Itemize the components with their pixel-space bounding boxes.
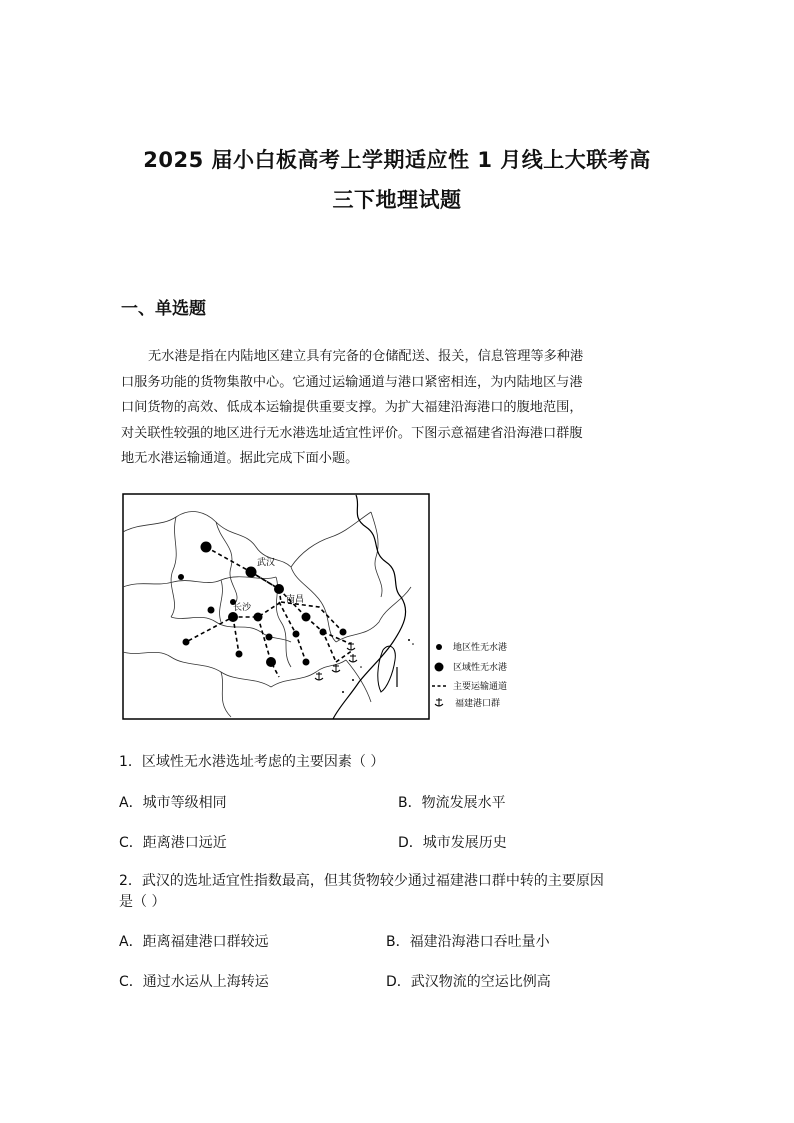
q2-option-d[interactable]: D．武汉物流的空运比例高	[386, 974, 551, 990]
port-dot	[274, 584, 284, 594]
label-nanchang: 南昌	[286, 595, 305, 605]
q2-option-a[interactable]: A．距离福建港口群较远	[119, 934, 269, 950]
doc-title-line1: 2025 届小白板高考上学期适应性 1 月线上大联考高	[143, 148, 651, 172]
q1-option-a[interactable]: A．城市等级相同	[119, 795, 227, 811]
legend-local-dot	[436, 644, 442, 650]
section-heading: 一、单选题	[121, 299, 206, 319]
port-dot	[201, 542, 212, 553]
passage-line: 对关联性较强的地区进行无水港选址适宜性评价。下图示意福建省沿海港口群腹	[121, 425, 583, 441]
port-dot	[246, 567, 257, 578]
q1-option-d[interactable]: D．城市发展历史	[398, 835, 507, 851]
question-2-stem-cont: 是（ ）	[119, 894, 166, 910]
legend-regional: 区域性无水港	[453, 663, 508, 673]
label-changsha: 长沙	[233, 603, 252, 613]
map-legend	[432, 641, 507, 709]
legend-route: 主要运输通道	[453, 682, 508, 692]
doc-title-line2: 三下地理试题	[332, 188, 462, 212]
passage-line: 无水港是指在内陆地区建立具有完备的仓储配送、报关，信息管理等多种港	[148, 349, 584, 364]
passage-line: 口服务功能的货物集散中心。它通过运输通道与港口紧密相连，为内陆地区与港	[121, 374, 583, 390]
legend-local: 地区性无水港	[453, 643, 508, 653]
port-dot	[302, 613, 311, 622]
port-dot	[266, 657, 276, 667]
label-wuhan: 武汉	[257, 558, 276, 568]
question-1-stem: 1．区域性无水港选址考虑的主要因素（ ）	[119, 754, 385, 770]
passage-line: 口间货物的高效、低成本运输提供重要支撑。为扩大福建沿海港口的腹地范围，	[121, 400, 583, 415]
legend-port: 福建港口群	[455, 699, 501, 709]
passage-line: 地无水港运输通道。据此完成下面小题。	[121, 451, 359, 466]
q2-option-c[interactable]: C．通过水运从上海转运	[119, 974, 269, 990]
port-dot	[228, 612, 238, 622]
passage	[121, 344, 677, 472]
q2-option-b[interactable]: B．福建沿海港口吞吐量小	[386, 934, 550, 950]
q1-option-b[interactable]: B．物流发展水平	[398, 795, 506, 811]
port-map-figure	[121, 492, 521, 722]
q1-option-c[interactable]: C．距离港口远近	[119, 835, 227, 851]
anchor-icon	[435, 698, 443, 706]
port-dot	[254, 613, 263, 622]
question-2-stem: 2．武汉的选址适宜性指数最高，但其货物较少通过福建港口群中转的主要原因	[119, 873, 604, 889]
legend-regional-dot	[435, 663, 444, 672]
